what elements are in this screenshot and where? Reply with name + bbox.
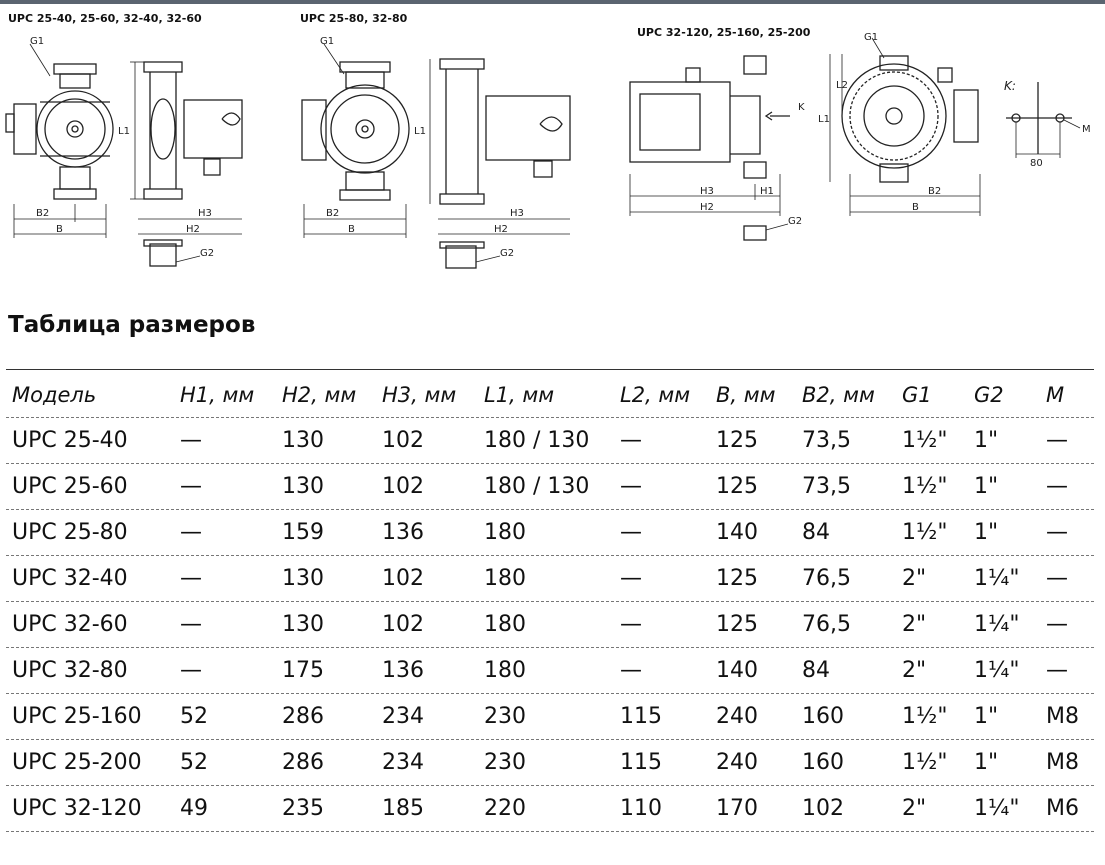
pump-diagrams [0, 4, 1105, 294]
cell-b2: 76,5 [802, 612, 851, 637]
cell-model: UPC 25-200 [12, 750, 142, 775]
cell-h3: 102 [382, 474, 424, 499]
cell-model: UPC 32-80 [12, 658, 128, 683]
table-row [6, 556, 1094, 602]
cell-g1: 1½" [902, 428, 948, 453]
cell-h1: — [180, 474, 202, 499]
cell-h1: — [180, 428, 202, 453]
cell-g2: 1¼" [974, 658, 1020, 683]
group2-side-view [430, 59, 570, 268]
cell-m: — [1046, 566, 1068, 591]
column-header-g1: G1 [902, 383, 932, 407]
cell-l2: — [620, 428, 642, 453]
cell-b: 125 [716, 428, 758, 453]
cell-g2: 1" [974, 704, 999, 729]
label-g1-c: G1 [864, 32, 879, 43]
cell-model: UPC 25-60 [12, 474, 128, 499]
cell-h2: 130 [282, 474, 324, 499]
cell-h2: 175 [282, 658, 324, 683]
cell-g2: 1" [974, 520, 999, 545]
cell-g1: 2" [902, 566, 927, 591]
cell-b2: 84 [802, 658, 830, 683]
cell-l1: 180 [484, 566, 526, 591]
label-l1-b: L1 [414, 126, 426, 137]
cell-b: 140 [716, 520, 758, 545]
cell-m: — [1046, 658, 1068, 683]
cell-model: UPC 25-160 [12, 704, 142, 729]
k-detail-view [1006, 82, 1080, 158]
label-b2-c: B2 [928, 186, 942, 197]
cell-b2: 160 [802, 704, 844, 729]
cell-h2: 130 [282, 428, 324, 453]
table-row [6, 694, 1094, 740]
cell-l2: — [620, 474, 642, 499]
cell-b2: 84 [802, 520, 830, 545]
cell-h1: — [180, 658, 202, 683]
diagram-title-group3: UPC 32-120, 25-160, 25-200 [637, 26, 811, 39]
cell-h3: 234 [382, 704, 424, 729]
table-row [6, 648, 1094, 694]
cell-m: — [1046, 520, 1068, 545]
cell-l1: 180 / 130 [484, 428, 590, 453]
column-header-g2: G2 [974, 383, 1004, 407]
label-g2-b: G2 [500, 248, 515, 259]
table-title: Таблица размеров [8, 312, 256, 338]
label-g2-a: G2 [200, 248, 215, 259]
cell-h3: 185 [382, 796, 424, 821]
cell-h2: 235 [282, 796, 324, 821]
cell-h2: 130 [282, 612, 324, 637]
cell-m: M8 [1046, 704, 1079, 729]
cell-b: 140 [716, 658, 758, 683]
table-row [6, 418, 1094, 464]
label-b-b: B [348, 224, 355, 235]
label-h2-c: H2 [700, 202, 714, 213]
cell-model: UPC 25-40 [12, 428, 128, 453]
cell-h1: 52 [180, 704, 208, 729]
cell-b: 125 [716, 566, 758, 591]
cell-g1: 2" [902, 612, 927, 637]
cell-h1: 49 [180, 796, 208, 821]
label-h3-b: H3 [510, 208, 524, 219]
cell-g1: 2" [902, 658, 927, 683]
cell-m: — [1046, 428, 1068, 453]
cell-b: 240 [716, 750, 758, 775]
column-header-h3: H3, мм [382, 383, 457, 407]
cell-h1: — [180, 612, 202, 637]
cell-g2: 1¼" [974, 566, 1020, 591]
cell-l1: 220 [484, 796, 526, 821]
cell-g2: 1¼" [974, 796, 1020, 821]
cell-g2: 1" [974, 750, 999, 775]
column-header-m: M [1046, 383, 1065, 407]
column-header-h1: H1, мм [180, 383, 255, 407]
cell-g1: 1½" [902, 474, 948, 499]
cell-h3: 102 [382, 428, 424, 453]
table-row [6, 602, 1094, 648]
cell-l1: 230 [484, 704, 526, 729]
cell-l2: — [620, 612, 642, 637]
column-header-b2: B2, мм [802, 383, 875, 407]
cell-l2: — [620, 520, 642, 545]
label-g1-b: G1 [320, 36, 335, 47]
cell-model: UPC 32-120 [12, 796, 142, 821]
cell-m: — [1046, 612, 1068, 637]
column-header-l1: L1, мм [484, 383, 555, 407]
cell-l1: 180 [484, 520, 526, 545]
label-80: 80 [1030, 158, 1043, 169]
label-l1-a: L1 [118, 126, 130, 137]
label-h1-c: H1 [760, 186, 774, 197]
column-header-l2: L2, мм [620, 383, 691, 407]
column-header-h2: H2, мм [282, 383, 357, 407]
label-k-arrow: K [798, 102, 805, 113]
cell-model: UPC 32-40 [12, 566, 128, 591]
cell-l2: 115 [620, 750, 662, 775]
cell-h3: 234 [382, 750, 424, 775]
label-b-a: B [56, 224, 63, 235]
cell-m: — [1046, 474, 1068, 499]
label-b2-b: B2 [326, 208, 340, 219]
label-m: M [1082, 124, 1091, 135]
cell-h3: 136 [382, 658, 424, 683]
label-k-detail: K: [1004, 79, 1016, 93]
technical-drawings [0, 4, 1105, 294]
cell-h3: 102 [382, 612, 424, 637]
cell-l2: — [620, 658, 642, 683]
cell-b2: 73,5 [802, 428, 851, 453]
diagram-title-group2: UPC 25-80, 32-80 [300, 12, 408, 25]
cell-l1: 180 [484, 612, 526, 637]
label-b-c: B [912, 202, 919, 213]
cell-b2: 160 [802, 750, 844, 775]
cell-b: 125 [716, 612, 758, 637]
label-g1-a: G1 [30, 36, 45, 47]
table-row [6, 786, 1094, 832]
cell-h3: 136 [382, 520, 424, 545]
cell-h3: 102 [382, 566, 424, 591]
cell-b2: 102 [802, 796, 844, 821]
cell-b2: 73,5 [802, 474, 851, 499]
table-row [6, 464, 1094, 510]
cell-h1: 52 [180, 750, 208, 775]
cell-g2: 1" [974, 428, 999, 453]
cell-model: UPC 25-80 [12, 520, 128, 545]
cell-g2: 1" [974, 474, 999, 499]
label-b2-a: B2 [36, 208, 50, 219]
table-row [6, 740, 1094, 786]
diagram-title-group1: UPC 25-40, 25-60, 32-40, 32-60 [8, 12, 202, 25]
cell-m: M6 [1046, 796, 1079, 821]
label-h2-a: H2 [186, 224, 200, 235]
cell-h2: 130 [282, 566, 324, 591]
cell-b: 170 [716, 796, 758, 821]
group3-front-view [830, 38, 980, 216]
group1-front-view [6, 44, 113, 238]
column-header-b: B, мм [716, 383, 776, 407]
group1-side-view [130, 62, 242, 266]
cell-g1: 1½" [902, 704, 948, 729]
table-row [6, 510, 1094, 556]
cell-l2: 110 [620, 796, 662, 821]
group2-front-view [302, 44, 409, 238]
dimensions-table [6, 370, 1094, 832]
cell-b2: 76,5 [802, 566, 851, 591]
table-header-row [6, 370, 1094, 418]
cell-l1: 230 [484, 750, 526, 775]
cell-g1: 1½" [902, 750, 948, 775]
label-l1-c: L1 [818, 114, 830, 125]
cell-h1: — [180, 520, 202, 545]
label-l2-c: L2 [836, 80, 848, 91]
label-g2-c: G2 [788, 216, 803, 227]
cell-h2: 159 [282, 520, 324, 545]
cell-m: M8 [1046, 750, 1079, 775]
cell-g2: 1¼" [974, 612, 1020, 637]
label-h3-c: H3 [700, 186, 714, 197]
cell-l2: 115 [620, 704, 662, 729]
cell-b: 125 [716, 474, 758, 499]
cell-g1: 2" [902, 796, 927, 821]
cell-g1: 1½" [902, 520, 948, 545]
cell-h2: 286 [282, 704, 324, 729]
column-header-model: Модель [12, 383, 97, 407]
label-h3-a: H3 [198, 208, 212, 219]
cell-l1: 180 [484, 658, 526, 683]
cell-l1: 180 / 130 [484, 474, 590, 499]
cell-h1: — [180, 566, 202, 591]
cell-model: UPC 32-60 [12, 612, 128, 637]
cell-b: 240 [716, 704, 758, 729]
label-h2-b: H2 [494, 224, 508, 235]
cell-l2: — [620, 566, 642, 591]
cell-h2: 286 [282, 750, 324, 775]
